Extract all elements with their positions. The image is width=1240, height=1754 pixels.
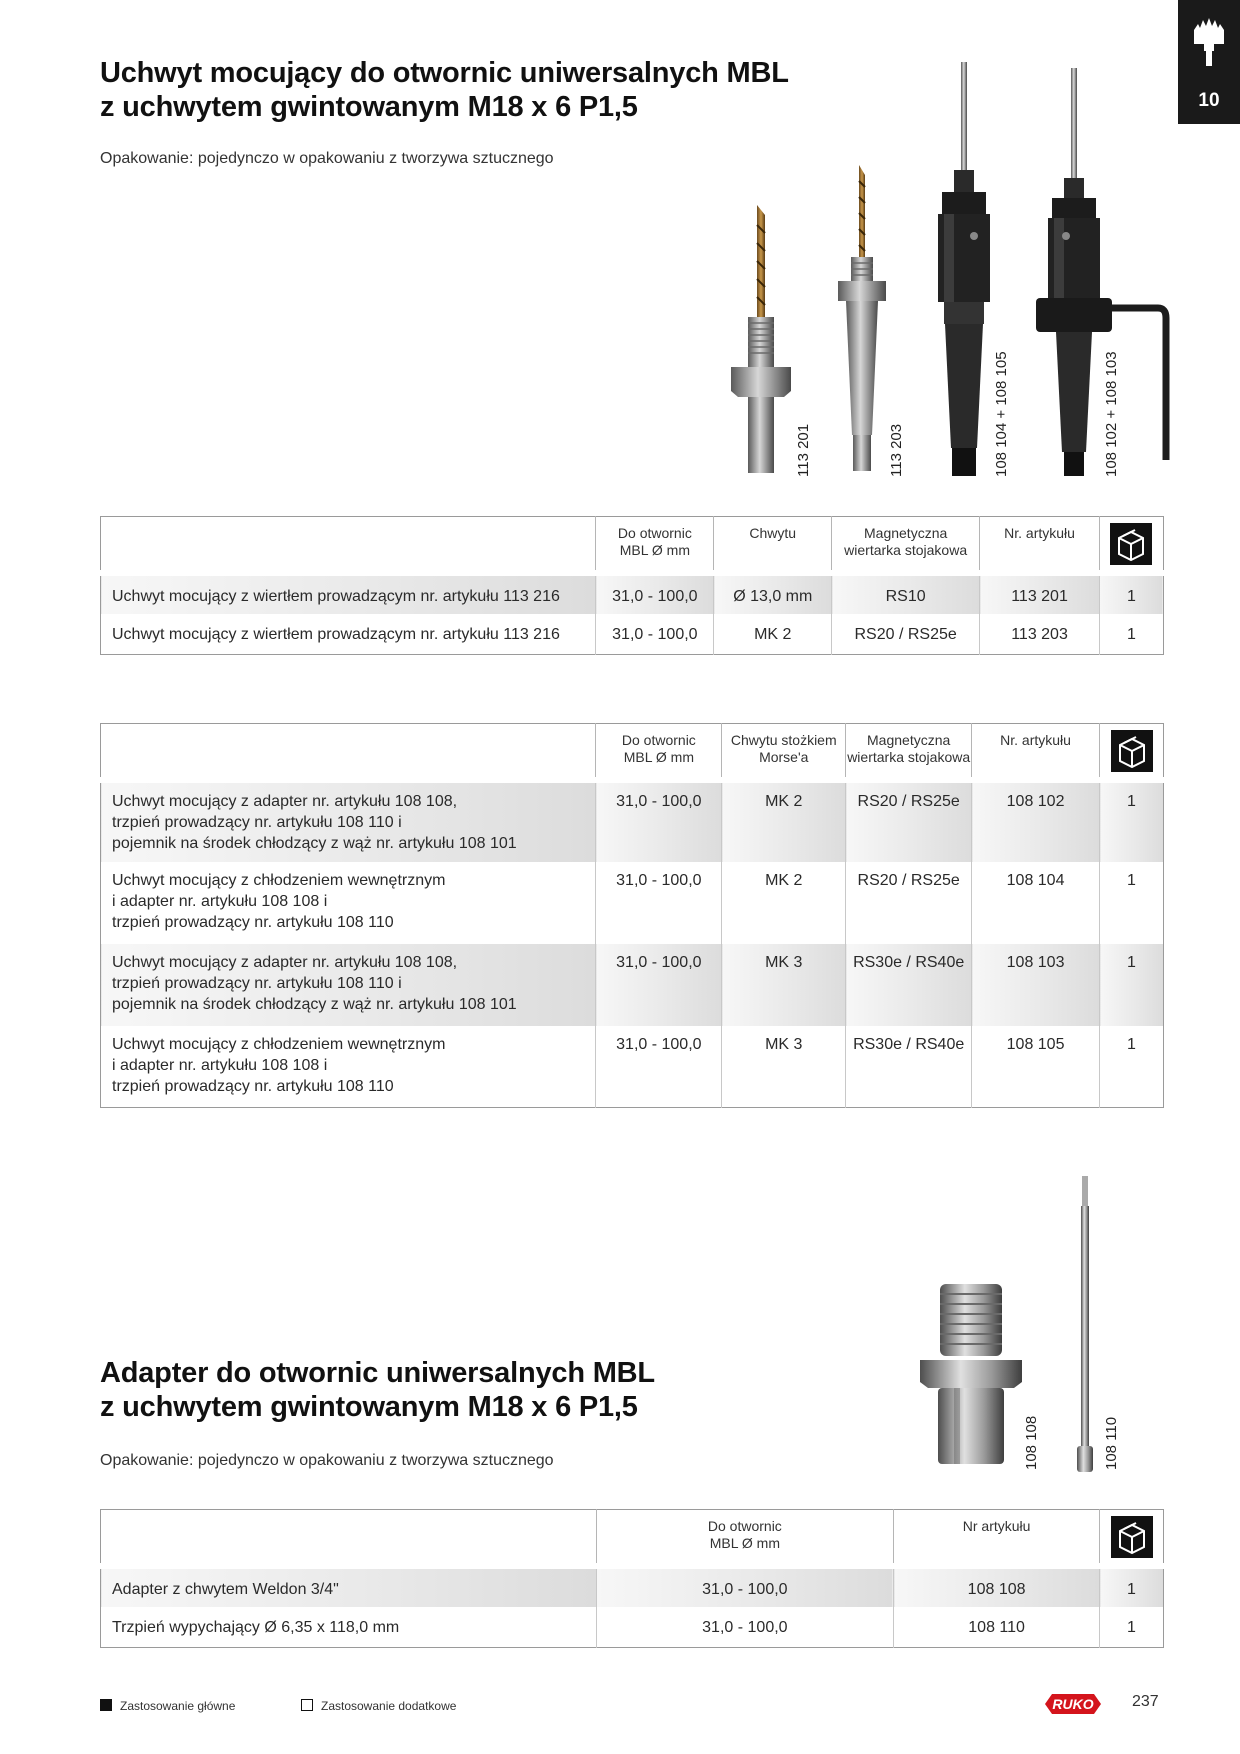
table-cell-machine: RS20 / RS25e (846, 780, 972, 862)
table-cell-machine: RS30e / RS40e (846, 1026, 972, 1108)
table3-header-package (1100, 1510, 1164, 1566)
table2 (100, 723, 1164, 1108)
table3 (100, 1509, 1164, 1648)
table-cell-article: 113 201 (980, 573, 1100, 614)
table-cell-diameter: 31,0 - 100,0 (596, 944, 722, 1026)
table-cell-diameter: 31,0 - 100,0 (596, 1566, 894, 1607)
table-cell-description: Uchwyt mocujący z wiertłem prowadzącym nr. artykułu 113 216 (101, 573, 596, 614)
table-cell-shank: MK 3 (722, 1026, 846, 1108)
table3-header-article (894, 1510, 1100, 1566)
table1-header-description (101, 517, 596, 573)
table-cell-quantity: 1 (1100, 780, 1164, 862)
table-cell-description: Uchwyt mocujący z chłodzeniem wewnętrznym i adapter nr. artykułu 108 108 i trzpień prowadzący nr. artykułu 108 110 (101, 862, 596, 944)
table-cell-article: 113 203 (980, 614, 1100, 655)
section2-title-line1: Adapter do otwornic uniwersalnych MBL (100, 1357, 655, 1389)
table-cell-diameter: 31,0 - 100,0 (596, 1026, 722, 1108)
product-label-108102-108103: 108 102 + 108 103 (1103, 351, 1120, 477)
product-image-113201 (726, 205, 796, 477)
package-icon (1110, 523, 1152, 565)
table-row (101, 944, 1164, 1026)
table3-header-diameter (596, 1510, 894, 1566)
brand-text: RUKO (1052, 1696, 1094, 1712)
table-cell-diameter: 31,0 - 100,0 (596, 780, 722, 862)
table-cell-article: 108 105 (972, 1026, 1100, 1108)
table-cell-article: 108 110 (894, 1607, 1100, 1648)
product-label-113203: 113 203 (888, 423, 905, 477)
table-cell-diameter: 31,0 - 100,0 (596, 862, 722, 944)
table-cell-diameter: 31,0 - 100,0 (596, 614, 714, 655)
table1-header-shank (714, 517, 832, 573)
table1-header-article (980, 517, 1100, 573)
table-cell-machine: RS30e / RS40e (846, 944, 972, 1026)
table2-header-machine-text: Magnetyczna wiertarka stojakowa (847, 732, 971, 765)
table2-header-shank (722, 724, 846, 780)
table-cell-quantity: 1 (1100, 944, 1164, 1026)
table-row (101, 780, 1164, 862)
table1-header-diameter (596, 517, 714, 573)
table1-header-row (101, 517, 1164, 573)
table-cell-description: Uchwyt mocujący z adapter nr. artykułu 108 108, trzpień prowadzący nr. artykułu 108 110 i pojemnik na środek chłodzący z wąż nr. artykułu 108 101 (101, 780, 596, 862)
chapter-number: 10 (1198, 90, 1220, 111)
package-icon (1111, 1516, 1153, 1558)
product-label-113201: 113 201 (795, 423, 812, 477)
table-cell-machine: RS20 / RS25e (846, 862, 972, 944)
legend-additional (301, 1699, 456, 1713)
table2-header-row (101, 724, 1164, 780)
table-cell-shank: MK 2 (714, 614, 832, 655)
product-label-108104-108105: 108 104 + 108 105 (993, 351, 1010, 477)
product-image-108108 (916, 1280, 1026, 1470)
table-row (101, 1026, 1164, 1108)
table-cell-description: Trzpień wypychający Ø 6,35 x 118,0 mm (101, 1607, 597, 1648)
table3-header-row (101, 1510, 1164, 1566)
table-cell-machine: RS10 (832, 573, 980, 614)
table3-header-description (101, 1510, 597, 1566)
table-cell-quantity: 1 (1100, 1607, 1164, 1648)
table2-header-description (101, 724, 596, 780)
table3-header-diameter-text: Do otwornic MBL Ø mm (707, 1518, 782, 1551)
hole-saw-icon (1190, 16, 1228, 68)
table3-header-article-text: Nr artykułu (962, 1518, 1031, 1534)
table2-header-diameter (596, 724, 722, 780)
table2-header-shank-text: Chwytu stożkiem Morse'a (730, 732, 837, 765)
table-cell-shank: MK 3 (722, 944, 846, 1026)
table-cell-description: Uchwyt mocujący z wiertłem prowadzącym nr. artykułu 113 216 (101, 614, 596, 655)
table-row (101, 573, 1164, 614)
section2-title (100, 1356, 655, 1424)
filled-square-icon (100, 1699, 112, 1711)
table-cell-quantity: 1 (1099, 573, 1163, 614)
table-cell-diameter: 31,0 - 100,0 (596, 1607, 894, 1648)
table1-header-article-text: Nr. artykułu (1004, 525, 1075, 541)
table2-header-article (972, 724, 1100, 780)
table-cell-description: Uchwyt mocujący z adapter nr. artykułu 108 108, trzpień prowadzący nr. artykułu 108 110 i pojemnik na środek chłodzący z wąż nr. artykułu 108 101 (101, 944, 596, 1026)
legend-main (100, 1699, 235, 1713)
empty-square-icon (301, 1699, 313, 1711)
product-image-108104-108105 (930, 62, 1000, 478)
table-cell-description: Adapter z chwytem Weldon 3/4" (101, 1566, 597, 1607)
table2-header-package (1100, 724, 1164, 780)
table1-header-machine (832, 517, 980, 573)
product-image-108102-108103 (1030, 68, 1170, 478)
page-number: 237 (1132, 1693, 1159, 1710)
table-cell-diameter: 31,0 - 100,0 (596, 573, 714, 614)
table2-header-article-text: Nr. artykułu (1000, 732, 1071, 748)
table-cell-article: 108 103 (972, 944, 1100, 1026)
section1-packaging: Opakowanie: pojedynczo w opakowaniu z tworzywa sztucznego (100, 150, 554, 167)
table-cell-quantity: 1 (1100, 862, 1164, 944)
table-cell-shank: Ø 13,0 mm (714, 573, 832, 614)
table-cell-article: 108 104 (972, 862, 1100, 944)
table-row (101, 862, 1164, 944)
table-cell-description: Uchwyt mocujący z chłodzeniem wewnętrznym i adapter nr. artykułu 108 108 i trzpień prowadzący nr. artykułu 108 110 (101, 1026, 596, 1108)
legend-main-label: Zastosowanie główne (120, 1699, 236, 1713)
product-image-108110 (1070, 1176, 1100, 1476)
section1-title-line2: z uchwytem gwintowanym M18 x 6 P1,5 (100, 91, 638, 123)
table1-header-package (1099, 517, 1163, 573)
product-label-108110: 108 110 (1103, 1416, 1120, 1470)
table-cell-quantity: 1 (1100, 1566, 1164, 1607)
table-cell-shank: MK 2 (722, 780, 846, 862)
table-cell-machine: RS20 / RS25e (832, 614, 980, 655)
table2-header-machine (846, 724, 972, 780)
table2-header-diameter-text: Do otwornic MBL Ø mm (621, 732, 696, 765)
table-cell-quantity: 1 (1100, 1026, 1164, 1108)
ruko-logo (1042, 1691, 1104, 1717)
section2-title-line2: z uchwytem gwintowanym M18 x 6 P1,5 (100, 1391, 638, 1423)
table1-header-machine-text: Magnetyczna wiertarka stojakowa (844, 525, 968, 558)
table-row (101, 614, 1164, 655)
table-row (101, 1566, 1164, 1607)
package-icon (1111, 730, 1153, 772)
legend-additional-label: Zastosowanie dodatkowe (321, 1699, 457, 1713)
chapter-tab (1178, 0, 1240, 124)
table-row (101, 1607, 1164, 1648)
table1 (100, 516, 1164, 655)
table-cell-article: 108 102 (972, 780, 1100, 862)
table1-header-shank-text: Chwytu (749, 525, 797, 541)
product-image-113203 (832, 165, 892, 477)
product-label-108108: 108 108 (1023, 1415, 1040, 1470)
table-cell-shank: MK 2 (722, 862, 846, 944)
table-cell-quantity: 1 (1099, 614, 1163, 655)
table1-header-diameter-text: Do otwornic MBL Ø mm (617, 525, 692, 558)
section1-title (100, 56, 789, 124)
section1-title-line1: Uchwyt mocujący do otwornic uniwersalnych MBL (100, 57, 789, 89)
section2-packaging: Opakowanie: pojedynczo w opakowaniu z tworzywa sztucznego (100, 1452, 554, 1469)
table-cell-article: 108 108 (894, 1566, 1100, 1607)
